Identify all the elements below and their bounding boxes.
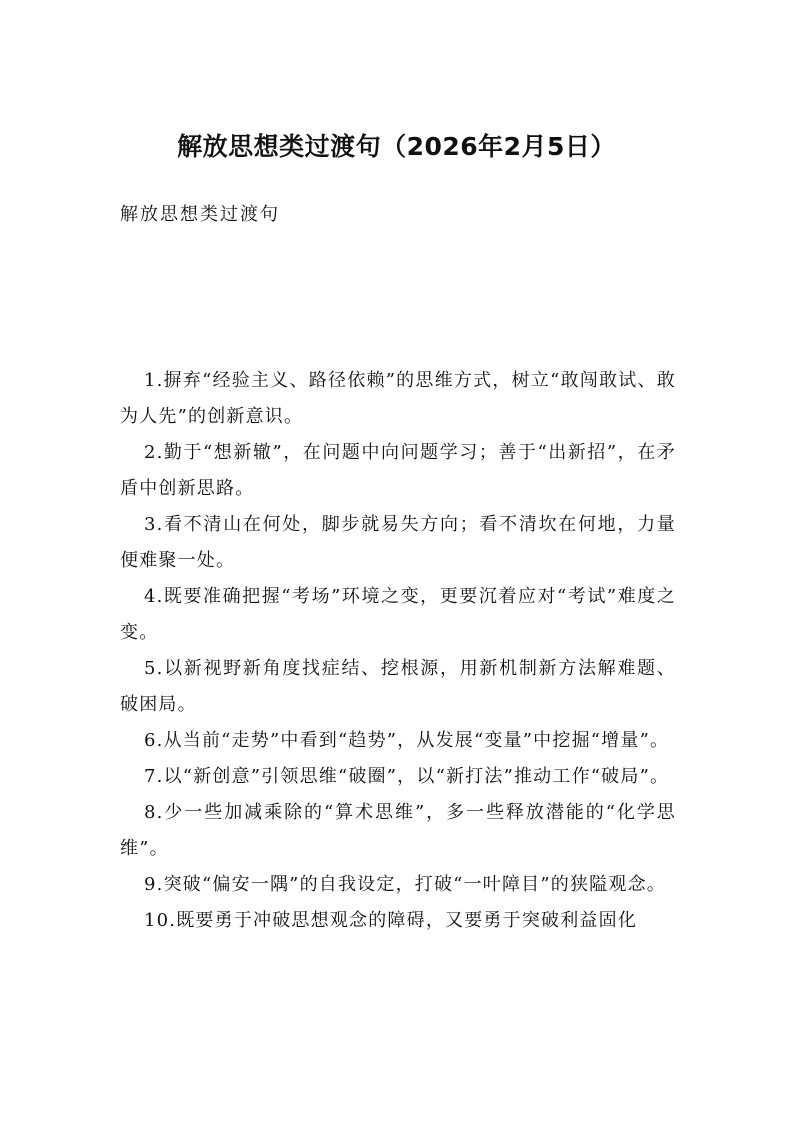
document-subtitle: 解放思想类过渡句 (120, 204, 280, 225)
list-item: 6.从当前“走势”中看到“趋势”，从发展“变量”中挖掘“增量”。 (144, 730, 670, 751)
list-item: 8.少一些加减乘除的“算术思维”，多一些释放潜能的“化学思维”。 (120, 802, 676, 859)
list-item: 10.既要勇于冲破思想观念的障碍，又要勇于突破利益固化 (144, 910, 638, 931)
list-item: 3.看不清山在何处，脚步就易失方向；看不清坎在何地，力量便难聚一处。 (120, 514, 676, 571)
list-item: 2.勤于“想新辙”，在问题中向问题学习；善于“出新招”，在矛盾中创新思路。 (120, 442, 676, 499)
list-item: 1.摒弃“经验主义、路径依赖”的思维方式，树立“敢闯敢试、敢为人先”的创新意识。 (120, 370, 676, 427)
list-item: 7.以“新创意”引领思维“破圈”，以“新打法”推动工作“破局”。 (144, 766, 670, 787)
document-title: 解放思想类过渡句（2026年2月5日） (177, 132, 616, 161)
list-item: 5.以新视野新角度找症结、挖根源，用新机制新方法解难题、破困局。 (120, 658, 676, 715)
list-item: 9.突破“偏安一隅”的自我设定，打破“一叶障目”的狭隘观念。 (144, 874, 666, 895)
list-item: 4.既要准确把握“考场”环境之变，更要沉着应对“考试”难度之变。 (120, 586, 676, 643)
sentence-list (120, 363, 676, 939)
